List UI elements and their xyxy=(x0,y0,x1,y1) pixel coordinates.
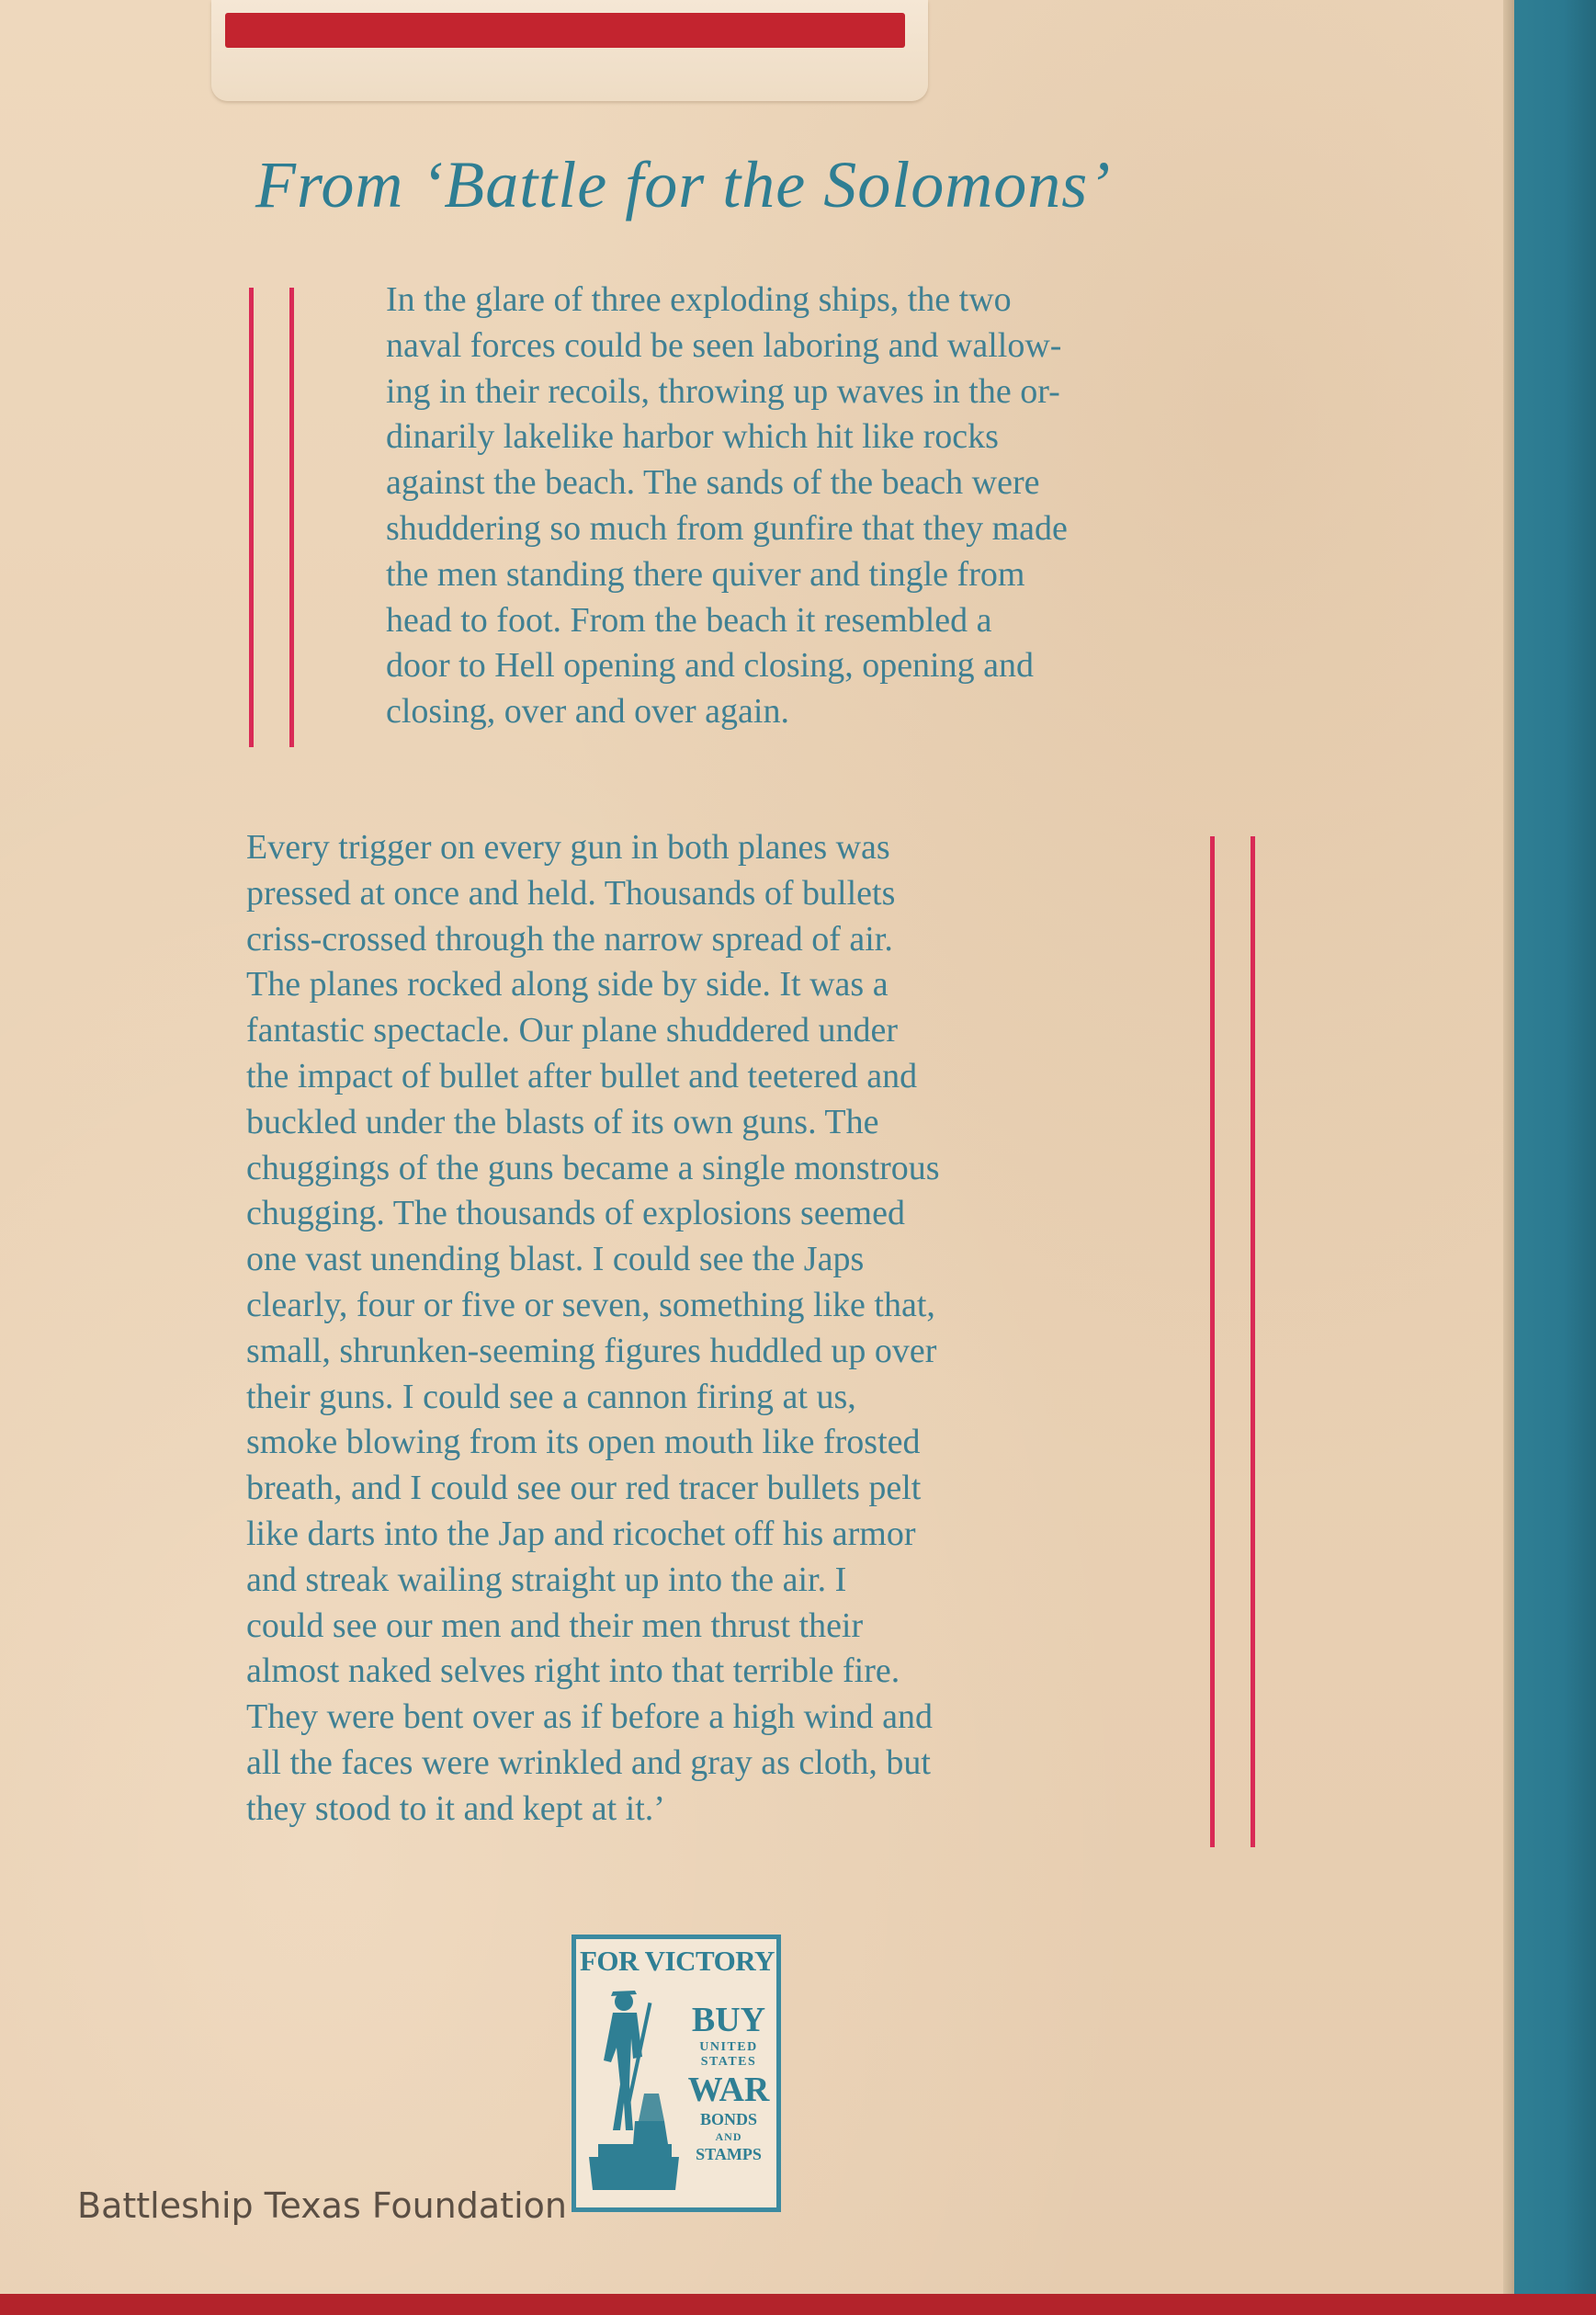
rule-left-1 xyxy=(249,288,254,747)
passage-line: breath, and I could see our red tracer bullets pelt xyxy=(246,1469,922,1508)
watermark-credit: Battleship Texas Foundation xyxy=(77,2185,567,2226)
passage-line: one vast unending blast. I could see the Japs xyxy=(246,1240,865,1279)
passage-line: Every trigger on every gun in both planes was xyxy=(246,828,890,867)
emblem-buy: BUY xyxy=(691,2001,766,2039)
passage-battle-of-savo xyxy=(386,278,1262,735)
passage-line: against the beach. The sands of the beach were xyxy=(386,463,1040,503)
passage-line: and streak wailing straight up into the air. I xyxy=(246,1560,847,1599)
emblem-bonds: BONDS xyxy=(699,2110,757,2128)
passage-line: door to Hell opening and closing, opening and xyxy=(386,646,1034,686)
emblem-states: STATES xyxy=(700,2055,757,2069)
passage-line: clearly, four or five or seven, something like that, xyxy=(246,1285,935,1324)
passage-line: the impact of bullet after bullet and teetered and xyxy=(246,1056,918,1095)
teal-spine-band xyxy=(1514,0,1596,2315)
passage-line: almost naked selves right into that terrible fire. xyxy=(246,1651,900,1691)
rule-right-2 xyxy=(1251,836,1255,1847)
passage-line: pressed at once and held. Thousands of bullets xyxy=(246,873,896,913)
passage-line: they stood to it and kept at it.’ xyxy=(246,1788,665,1828)
page-heading: From ‘Battle for the Solomons’ xyxy=(255,148,1112,221)
red-top-band xyxy=(225,13,905,48)
war-bonds-emblem xyxy=(572,1935,781,2212)
rule-left-2 xyxy=(289,288,294,747)
emblem-war: WAR xyxy=(687,2071,770,2109)
passage-line: naval forces could be seen laboring and wallow- xyxy=(386,325,1062,365)
passage-line: dinarily lakelike harbor which hit like rocks xyxy=(386,417,999,457)
emblem-united: UNITED xyxy=(699,2040,758,2054)
passage-air-battle xyxy=(246,825,1119,1833)
passage-line: small, shrunken-seeming figures huddled up over xyxy=(246,1331,937,1370)
passage-line: fantastic spectacle. Our plane shuddered under xyxy=(246,1011,899,1050)
passage-line: the men standing there quiver and tingle from xyxy=(386,554,1025,594)
passage-line: In the glare of three exploding ships, the two xyxy=(386,280,1012,319)
passage-line: could see our men and their men thrust their xyxy=(246,1606,864,1645)
passage-line: their guns. I could see a cannon firing at us, xyxy=(246,1377,856,1416)
minuteman-statue-icon xyxy=(580,1983,681,2204)
passage-line: buckled under the blasts of its own guns. The xyxy=(246,1102,879,1141)
passage-line: like darts into the Jap and ricochet off his armor xyxy=(246,1514,916,1553)
passage-line: They were bent over as if before a high wind and xyxy=(246,1697,934,1737)
passage-line: criss-crossed through the narrow spread of air. xyxy=(246,919,893,959)
emblem-and: AND xyxy=(715,2130,742,2143)
emblem-title: FOR VICTORY xyxy=(580,1945,775,1977)
passage-line: chuggings of the guns became a single monstrous xyxy=(246,1148,940,1187)
emblem-stamps: STAMPS xyxy=(696,2145,762,2163)
passage-line: chugging. The thousands of explosions seemed xyxy=(246,1194,905,1233)
red-bottom-edge xyxy=(0,2294,1596,2315)
passage-line: The planes rocked along side by side. It was a xyxy=(246,965,889,1004)
passage-line: all the faces were wrinkled and gray as cloth, but xyxy=(246,1742,931,1782)
passage-line: shuddering so much from gunfire that they made xyxy=(386,508,1068,548)
passage-line: smoke blowing from its open mouth like frosted xyxy=(246,1423,921,1462)
passage-line: head to foot. From the beach it resembled a xyxy=(386,600,992,640)
passage-line: closing, over and over again. xyxy=(386,692,789,732)
passage-line: ing in their recoils, throwing up waves in the or- xyxy=(386,371,1060,411)
rule-right-1 xyxy=(1210,836,1215,1847)
